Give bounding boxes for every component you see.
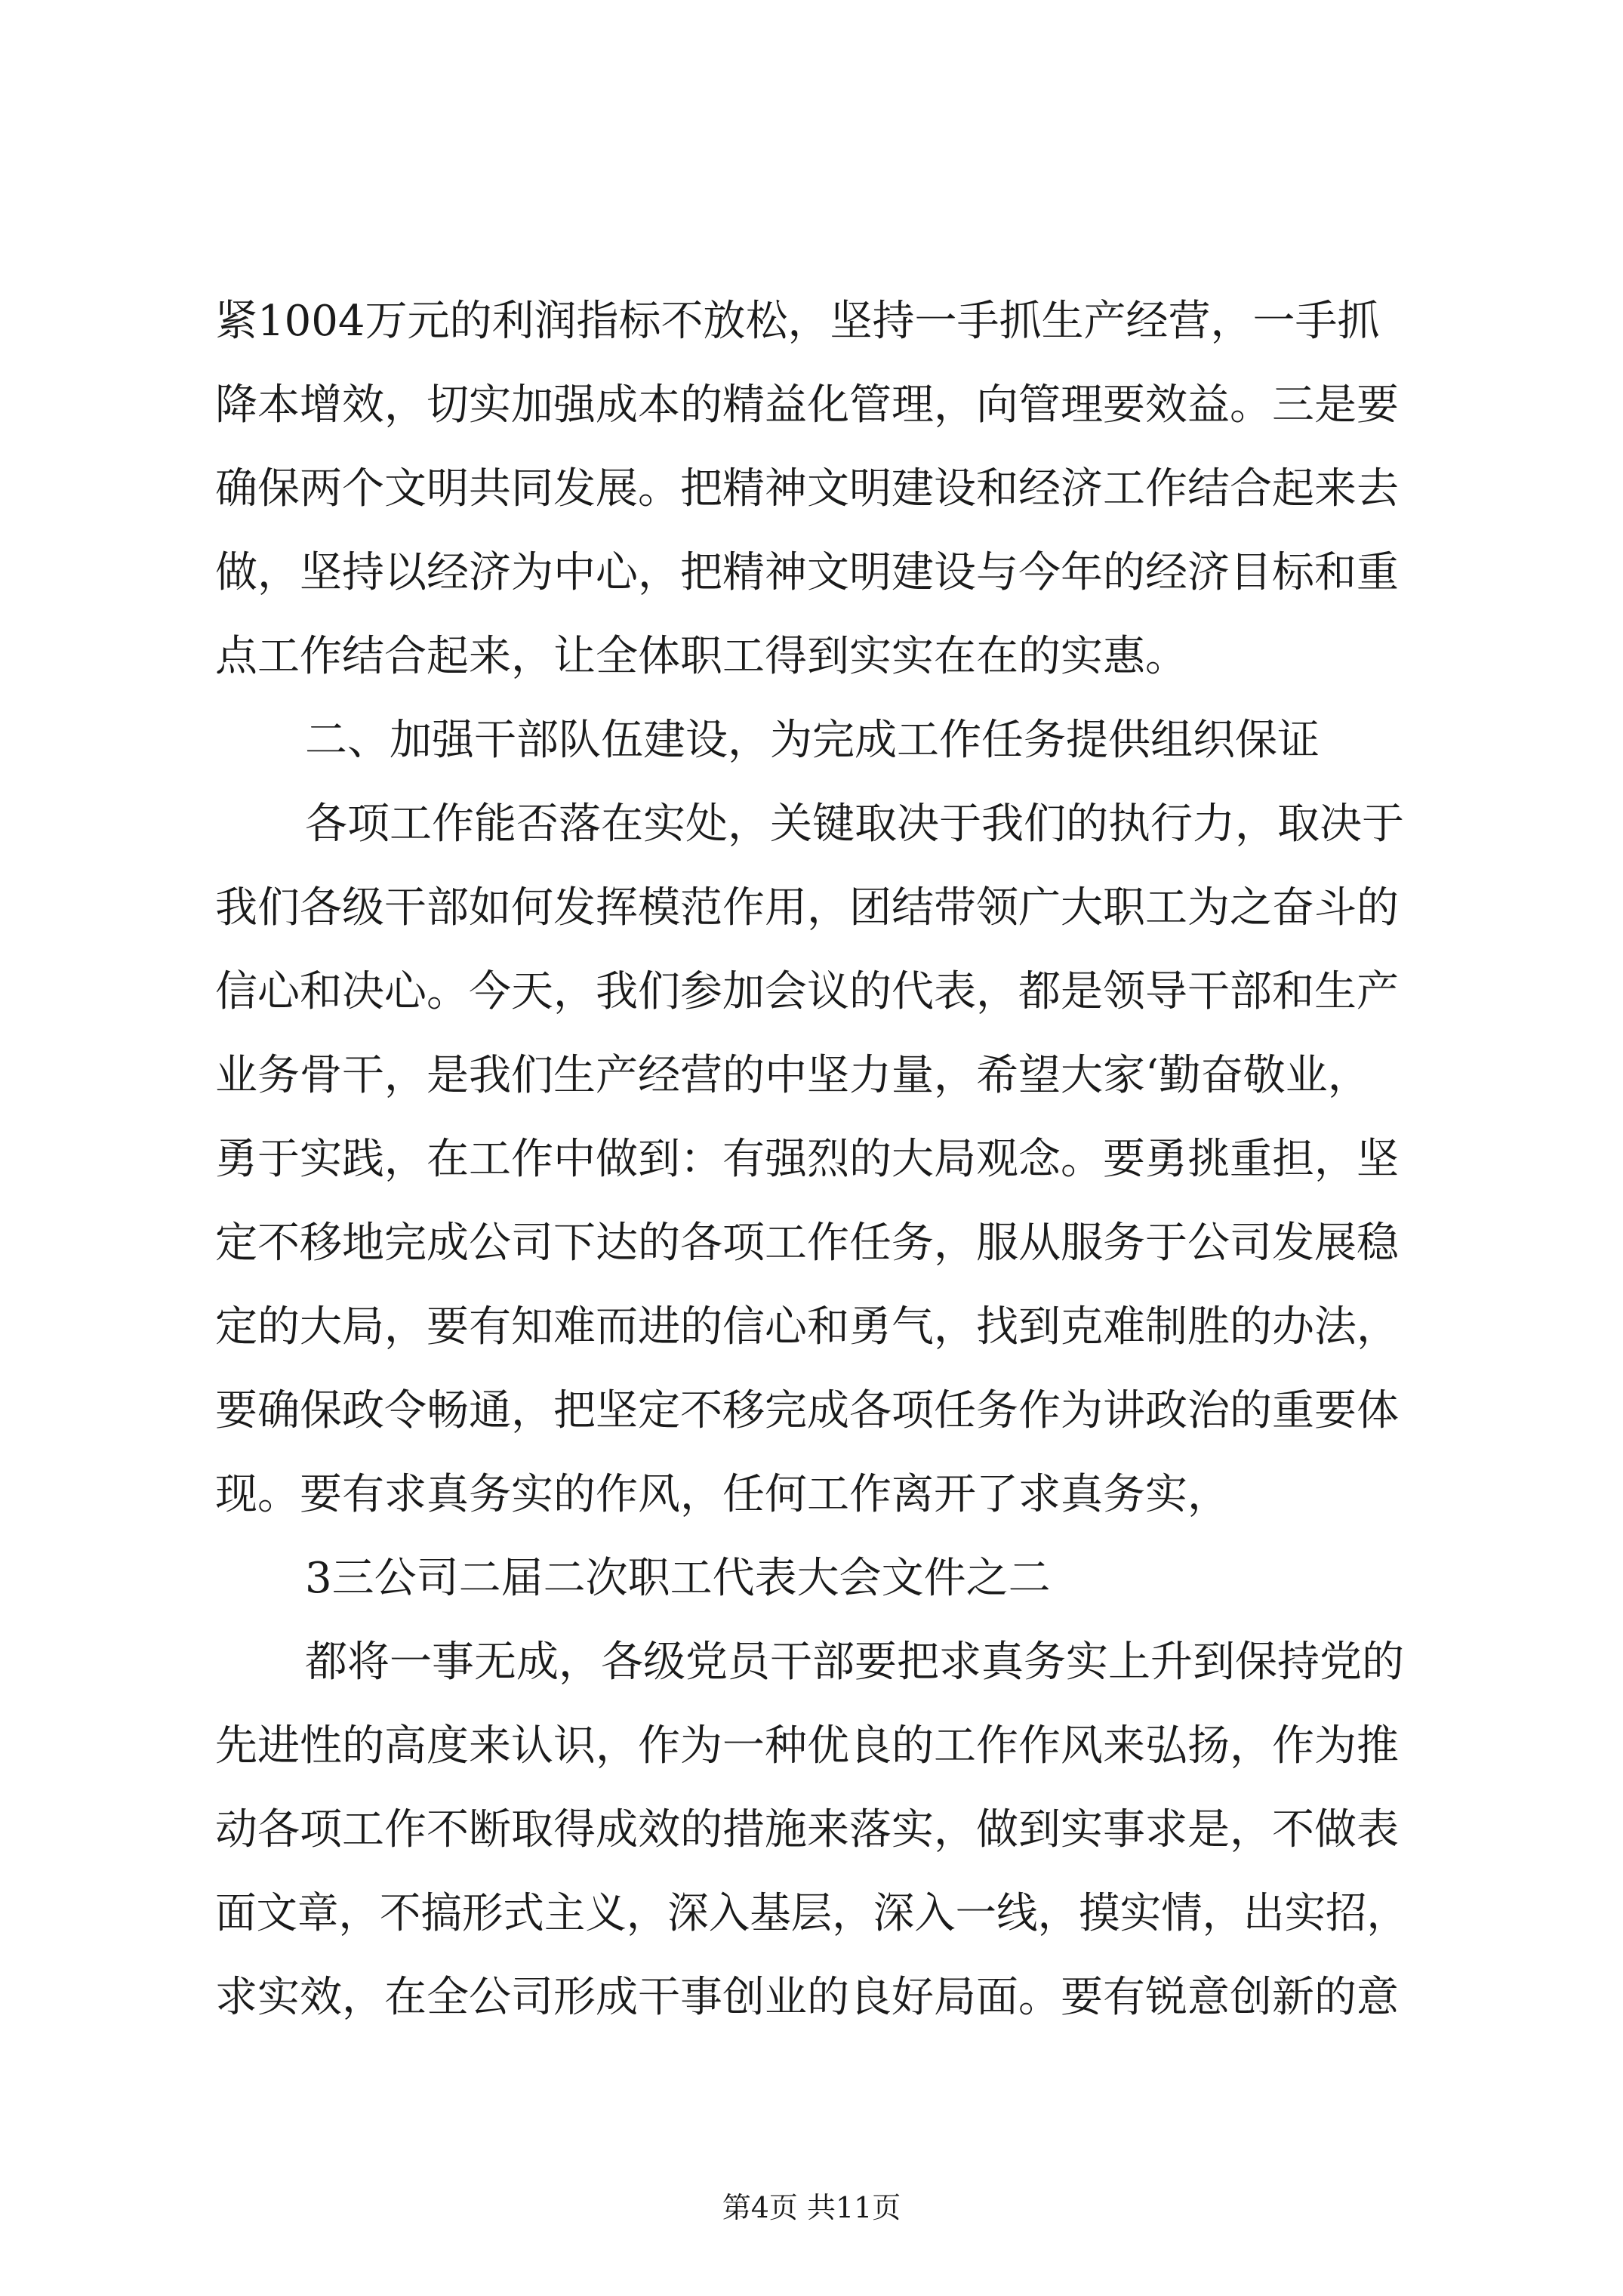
text-line-2: 降本增效，切实加强成本的精益化管理，向管理要效益。三是要	[215, 381, 1399, 430]
text-line-7: 各项工作能否落在实处，关键取决于我们的执行力，取决于	[305, 800, 1404, 849]
text-line-15: 现。要有求真务实的作风，任何工作离开了求真务实，	[215, 1470, 1230, 1519]
text-line-20: 面文章，不搞形式主义，深入基层，深入一线，摸实情，出实招，	[215, 1889, 1408, 1938]
text-line-12: 定不移地完成公司下达的各项工作任务，服从服务于公司发展稳	[215, 1219, 1399, 1268]
section-heading: 二、加强干部队伍建设，为完成工作任务提供组织保证	[305, 716, 1320, 765]
text-line-21: 求实效，在全公司形成干事创业的良好局面。要有锐意创新的意	[215, 1973, 1399, 2022]
text-line-13: 定的大局，要有知难而进的信心和勇气，找到克难制胜的办法，	[215, 1302, 1399, 1351]
text-line-14: 要确保政令畅通，把坚定不移完成各项任务作为讲政治的重要体	[215, 1386, 1399, 1435]
text-line-5: 点工作结合起来，让全体职工得到实实在在的实惠。	[215, 632, 1187, 681]
text-line-17: 都将一事无成，各级党员干部要把求真务实上升到保持党的	[305, 1638, 1404, 1687]
text-line-1: 紧1004万元的利润指标不放松，坚持一手抓生产经营，一手抓	[215, 297, 1380, 346]
text-line-3: 确保两个文明共同发展。把精神文明建设和经济工作结合起来去	[215, 464, 1399, 513]
text-line-11: 勇于实践，在工作中做到：有强烈的大局观念。要勇挑重担，坚	[215, 1135, 1399, 1184]
text-line-18: 先进性的高度来认识，作为一种优良的工作作风来弘扬，作为推	[215, 1721, 1399, 1771]
text-line-8: 我们各级干部如何发挥模范作用，团结带领广大职工为之奋斗的	[215, 883, 1399, 932]
text-line-9: 信心和决心。今天，我们参加会议的代表，都是领导干部和生产	[215, 967, 1399, 1016]
page-number-footer: 第4页 共11页	[722, 2191, 901, 2224]
document-title-line: 3三公司二届二次职工代表大会文件之二	[305, 1554, 1051, 1603]
text-line-4: 做，坚持以经济为中心，把精神文明建设与今年的经济目标和重	[215, 548, 1399, 597]
text-line-10: 业务骨干，是我们生产经营的中坚力量，希望大家‘勤奋敬业，	[215, 1051, 1370, 1100]
text-line-19: 动各项工作不断取得成效的措施来落实，做到实事求是，不做表	[215, 1805, 1399, 1854]
